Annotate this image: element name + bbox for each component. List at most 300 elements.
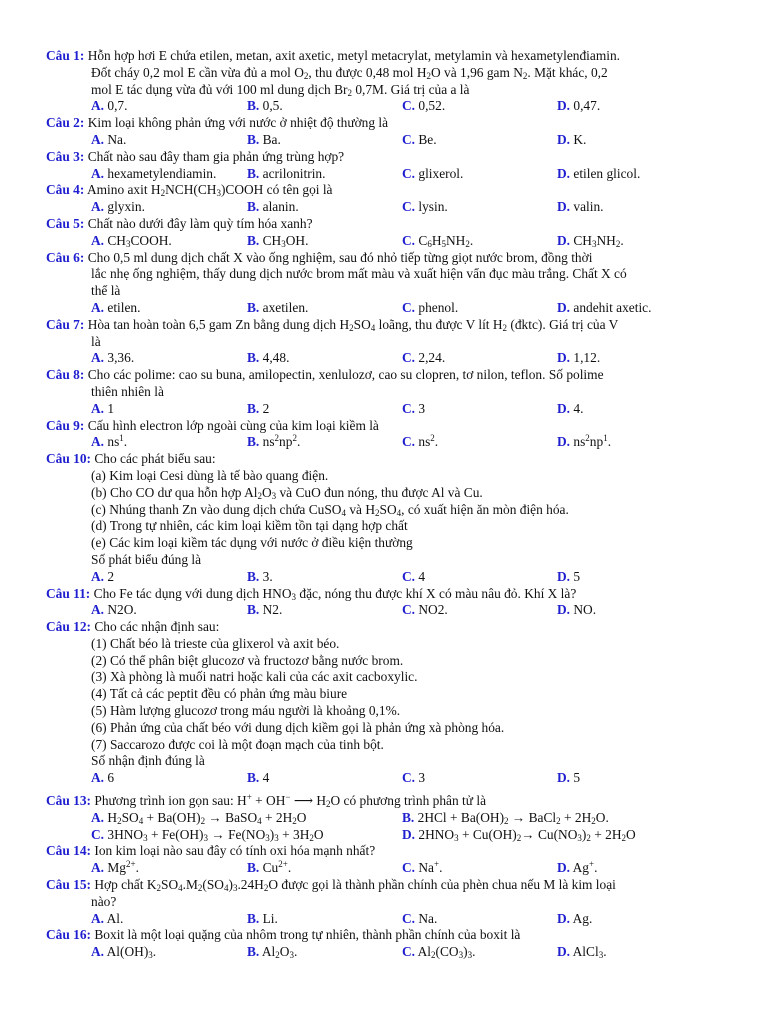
question-stem-line <box>0 619 768 636</box>
statement-item: (6) Phản ứng của chất béo với dung dịch kiềm gọi là phản ứng xà phòng hóa. <box>91 719 505 735</box>
answer-option-c[interactable] <box>402 860 442 877</box>
question-stem-line <box>0 283 768 300</box>
answer-option-key: C. <box>402 98 416 114</box>
answer-option-key: A. <box>91 350 105 366</box>
answer-option-b[interactable] <box>247 98 283 115</box>
answer-options-row <box>0 132 768 149</box>
question-label: Câu 6: <box>46 249 85 265</box>
answer-option-text: Ag+. <box>570 859 598 876</box>
answer-option-c[interactable] <box>402 350 445 367</box>
answer-option-d[interactable] <box>557 401 583 418</box>
answer-option-text: 3 <box>415 400 426 416</box>
answer-option-key: C. <box>402 350 416 366</box>
question-11 <box>0 586 768 620</box>
answer-option-a[interactable] <box>91 860 139 877</box>
answer-option-c[interactable] <box>402 98 445 115</box>
question-label: Câu 15: <box>46 877 92 893</box>
answer-option-text: $CH_3NH_2$. <box>570 232 624 249</box>
answer-option-key: A. <box>91 131 105 147</box>
answer-options-row <box>0 810 768 827</box>
answer-option-c[interactable] <box>402 233 473 250</box>
question-stem-line <box>0 894 768 911</box>
answer-option-key: D. <box>557 434 571 450</box>
question-stem-text: Hỗn hợp hơi E chứa etilen, metan, axit axetic, metyl metacrylat, metylamin và hexametylenđiamin. <box>87 48 621 63</box>
question-stem-text: Chất nào sau đây tham gia phản ứng trùng hợp? <box>87 148 345 164</box>
answer-option-d[interactable] <box>557 300 651 317</box>
question-stem-text: Boxit là một loại quặng của nhôm trong tự nhiên, thành phần chính của boxit là <box>94 927 521 943</box>
answer-option-text: N2. <box>259 602 283 618</box>
statement-item: Số phát biểu đúng là <box>91 551 202 567</box>
question-stem-line <box>0 334 768 351</box>
answer-option-text: NO. <box>570 602 597 618</box>
question-15 <box>0 877 768 927</box>
question-4 <box>0 182 768 216</box>
question-stem-text: là <box>91 333 101 349</box>
question-stem-text: nào? <box>91 893 117 909</box>
answer-option-key: D. <box>557 299 571 315</box>
question-stem-line <box>0 216 768 233</box>
answer-option-key: C. <box>402 434 416 450</box>
answer-options-row <box>0 166 768 183</box>
answer-option-text: Li. <box>259 910 278 926</box>
answer-option-key: A. <box>91 400 105 416</box>
answer-option-b[interactable] <box>247 300 308 317</box>
answer-option-key: A. <box>91 568 105 584</box>
answer-option-key: C. <box>402 131 416 147</box>
answer-option-key: A. <box>91 98 105 114</box>
answer-option-key: B. <box>402 809 415 825</box>
answer-option-key: B. <box>247 434 260 450</box>
answer-option-d[interactable] <box>557 569 580 586</box>
answer-option-d[interactable] <box>557 602 596 619</box>
answer-options-row <box>0 827 768 844</box>
answer-option-b[interactable] <box>247 434 300 451</box>
question-stem-line <box>0 250 768 267</box>
answer-option-b[interactable] <box>247 860 291 877</box>
answer-option-text: $CH_3COOH$. <box>104 232 172 249</box>
answer-option-key: C. <box>402 860 416 876</box>
answer-option-text: Na. <box>104 131 127 147</box>
question-stem-line <box>0 367 768 384</box>
question-stem-text: mol E tác dụng vừa đủ với 100 ml dung dịch $Br_2$ 0,7M. Giá trị của a là <box>91 81 470 98</box>
answer-option-key: B. <box>247 944 260 960</box>
question-stem-line <box>0 927 768 944</box>
answer-option-b[interactable] <box>247 350 289 367</box>
question-stem-line <box>0 418 768 435</box>
question-stem-text: Amino axit $H_2NCH(CH_3)COOH$ có tên gọi là <box>86 182 333 199</box>
answer-option-c[interactable] <box>402 300 458 317</box>
answer-option-a[interactable] <box>91 770 114 787</box>
answer-option-text: 4 <box>415 568 426 584</box>
answer-option-text: 3,36. <box>104 350 135 366</box>
answer-option-text: Ag. <box>570 910 593 926</box>
question-label: Câu 5: <box>46 215 85 231</box>
answer-options-row <box>0 199 768 216</box>
answer-options-row <box>0 911 768 928</box>
answer-option-key: C. <box>91 826 105 842</box>
answer-option-c[interactable] <box>402 944 475 961</box>
answer-option-c[interactable] <box>402 602 448 619</box>
answer-options-row <box>0 770 768 787</box>
answer-option-d[interactable] <box>557 166 640 183</box>
question-6 <box>0 250 768 317</box>
question-label: Câu 10: <box>46 451 92 467</box>
answer-option-text: 4 <box>259 770 270 786</box>
answer-option-key: B. <box>247 299 260 315</box>
answer-option-key: A. <box>91 770 105 786</box>
question-stem-text: Cho các nhận định sau: <box>94 619 220 635</box>
statement-item: (7) Saccarozo được coi là một đoạn mạch của tinh bột. <box>91 736 384 752</box>
statement-item: (d) Trong tự nhiên, các kim loại kiềm tồn tại dạng hợp chất <box>91 518 408 534</box>
question-stem-line <box>0 451 768 468</box>
answer-option-text: 0,5. <box>259 98 283 114</box>
answer-option-c[interactable] <box>402 132 437 149</box>
statement-item: (3) Xà phòng là muối natri hoặc kali của các axit cacboxylic. <box>91 669 418 685</box>
answer-options-row <box>0 401 768 418</box>
statement-item: (5) Hàm lượng glucozơ trong máu người là khoảng 0,1%. <box>91 703 401 719</box>
answer-option-c[interactable] <box>402 401 425 418</box>
answer-option-key: B. <box>247 131 260 147</box>
question-stem-line <box>0 182 768 199</box>
answer-option-text: 3. <box>259 568 273 584</box>
statement-item: (e) Các kim loại kiềm tác dụng với nước ở điều kiện thường <box>91 535 413 551</box>
answer-option-key: D. <box>402 826 416 842</box>
answer-option-text: acrilonitrin. <box>259 165 326 181</box>
answer-option-text: N2O. <box>104 602 137 618</box>
answer-options-row <box>0 602 768 619</box>
answer-option-d[interactable] <box>557 860 597 877</box>
answer-option-text: NO2. <box>415 602 448 618</box>
answer-option-text: 4,48. <box>259 350 290 366</box>
answer-option-key: B. <box>247 98 260 114</box>
answer-option-a[interactable] <box>91 233 172 250</box>
question-16 <box>0 927 768 961</box>
answer-option-text: AlCl$_3$. <box>570 944 607 961</box>
answer-option-d[interactable] <box>557 98 600 115</box>
question-label: Câu 16: <box>46 927 92 943</box>
question-9 <box>0 418 768 452</box>
answer-option-key: C. <box>402 770 416 786</box>
statement-item: (2) Có thể phân biệt glucozơ và fructozơ bằng nước brom. <box>91 652 404 668</box>
question-label: Câu 13: <box>46 793 92 809</box>
answer-option-text: valin. <box>570 199 604 215</box>
answer-option-text: $ns^2np^1$. <box>570 433 612 450</box>
question-14 <box>0 843 768 877</box>
answer-option-a[interactable] <box>91 350 134 367</box>
answer-option-key: C. <box>402 568 416 584</box>
answer-option-text: 2,24. <box>415 350 446 366</box>
answer-option-text: $ns^2$. <box>415 433 439 450</box>
question-13 <box>0 793 768 843</box>
question-stem-text: Cho 0,5 ml dung dịch chất X vào ống nghiệm, sau đó nhỏ tiếp từng giọt nước brom, đồng thời <box>87 249 593 265</box>
question-stem-line <box>0 384 768 401</box>
answer-option-text: K. <box>570 131 587 147</box>
answer-option-key: D. <box>557 910 571 926</box>
question-stem-text: Kim loại không phản ứng với nước ở nhiệt độ thường là <box>87 115 389 131</box>
question-stem-line <box>0 317 768 334</box>
answer-option-d[interactable] <box>557 350 600 367</box>
answer-options-row <box>0 434 768 451</box>
answer-option-text: glyxin. <box>104 199 145 215</box>
answer-option-text: $ns^2np^2$. <box>259 433 301 450</box>
answer-option-b[interactable] <box>247 602 282 619</box>
answer-option-c[interactable] <box>91 827 324 844</box>
answer-option-key: C. <box>402 199 416 215</box>
question-5 <box>0 216 768 250</box>
answer-option-a[interactable] <box>91 810 306 827</box>
answer-option-b[interactable] <box>402 810 609 827</box>
answer-option-d[interactable] <box>557 199 604 216</box>
question-3 <box>0 149 768 183</box>
statement-item: (a) Kim loại Cesi dùng là tế bào quang điện. <box>91 467 329 483</box>
question-label: Câu 2: <box>46 115 85 131</box>
answer-option-c[interactable] <box>402 199 448 216</box>
question-label: Câu 14: <box>46 843 92 859</box>
question-stem-line <box>0 149 768 166</box>
answer-option-text: hexametylendiamin. <box>104 165 217 181</box>
exam-page <box>0 48 768 961</box>
answer-option-c[interactable] <box>402 770 425 787</box>
answer-options-row <box>0 300 768 317</box>
question-label: Câu 8: <box>46 367 85 383</box>
answer-option-text: 6 <box>104 770 115 786</box>
answer-option-text: Be. <box>415 131 437 147</box>
answer-option-b[interactable] <box>247 770 269 787</box>
question-stem-text: Đốt cháy 0,2 mol E cần vừa đủ a mol $O_2$, thu được 0,48 mol $H_2O$ và 1,96 gam $N_2$. Mặt khác, 0,2 <box>91 64 608 81</box>
answer-option-text: $CH_3OH$. <box>259 232 309 249</box>
answer-options-row <box>0 98 768 115</box>
answer-option-key: A. <box>91 860 105 876</box>
statement-item: Số nhận định đúng là <box>91 753 205 769</box>
answer-option-text: 4. <box>570 400 584 416</box>
answer-options-row <box>0 944 768 961</box>
question-stem-line <box>0 843 768 860</box>
question-stem-text: Cho Fe tác dụng với dung dịch $HNO_3$ đặc, nóng thu được khí X có màu nâu đỏ. Khí X là? <box>93 585 577 602</box>
answer-option-text: 5 <box>570 770 581 786</box>
question-stem-text: Hợp chất $K_2SO_4.M_2(SO_4)_3.24H_2O$ được gọi là thành phần chính của phèn chua nếu M là kim loại <box>94 877 616 894</box>
answer-option-text: $Mg^{2+}$. <box>104 859 139 876</box>
answer-option-key: B. <box>247 910 260 926</box>
answer-option-text: andehit axetic. <box>570 299 652 315</box>
answer-option-key: C. <box>402 232 416 248</box>
answer-option-text: $3HNO_3 + Fe(OH)_3 \to Fe(NO_3)_3 + 3H_2O$ <box>104 826 324 843</box>
question-label: Câu 9: <box>46 417 85 433</box>
answer-option-text: 2 <box>259 400 270 416</box>
question-label: Câu 3: <box>46 148 85 164</box>
answer-option-text: etilen glicol. <box>570 165 641 181</box>
statement-item: (c) Nhúng thanh Zn vào dung dịch chứa CuSO$_4$ và $H_2SO_4$, có xuất hiện ăn mòn điện hóa. <box>91 501 569 518</box>
question-stem-text: thiên nhiên là <box>91 383 164 399</box>
answer-option-key: D. <box>557 944 571 960</box>
question-12 <box>0 619 768 787</box>
answer-option-d[interactable] <box>557 233 624 250</box>
answer-option-text: axetilen. <box>259 299 309 315</box>
answer-option-key: B. <box>247 165 260 181</box>
answer-option-key: B. <box>247 350 260 366</box>
answer-option-d[interactable] <box>402 827 636 844</box>
question-stem-line <box>0 65 768 82</box>
answer-option-text: 3 <box>415 770 426 786</box>
answer-option-key: B. <box>247 602 260 618</box>
question-label: Câu 11: <box>46 585 91 601</box>
answer-option-key: A. <box>91 602 105 618</box>
answer-option-b[interactable] <box>247 911 278 928</box>
answer-option-a[interactable] <box>91 300 140 317</box>
answer-option-key: D. <box>557 98 571 114</box>
answer-option-text: phenol. <box>415 299 459 315</box>
question-stem-line <box>0 877 768 894</box>
answer-option-b[interactable] <box>247 944 297 961</box>
statement-item: (b) Cho CO dư qua hỗn hợp $Al_2O_3$ và CuO đun nóng, thu được Al và Cu. <box>91 484 483 501</box>
answer-option-text: 0,7. <box>104 98 128 114</box>
answer-option-key: D. <box>557 165 571 181</box>
answer-option-text: $Al_2(CO_3)_3$. <box>415 944 476 961</box>
statement-item: (1) Chất béo là trieste của glixerol và axit béo. <box>91 635 340 651</box>
answer-option-c[interactable] <box>402 166 463 183</box>
answer-option-key: D. <box>557 232 571 248</box>
answer-option-text: $Al_2O_3$. <box>259 944 298 961</box>
answer-option-key: A. <box>91 434 105 450</box>
answer-option-text: $C_6H_5NH_2$. <box>415 232 474 249</box>
answer-option-key: A. <box>91 199 105 215</box>
question-2 <box>0 115 768 149</box>
answer-option-b[interactable] <box>247 401 269 418</box>
question-label: Câu 4: <box>46 182 85 198</box>
answer-option-b[interactable] <box>247 166 325 183</box>
answer-option-b[interactable] <box>247 199 299 216</box>
answer-option-a[interactable] <box>91 199 145 216</box>
question-stem-text: Cấu hình electron lớp ngoài cùng của kim loại kiềm là <box>87 417 379 433</box>
answer-option-key: B. <box>247 568 260 584</box>
answer-option-text: $Al(OH)_3$. <box>104 944 157 961</box>
answer-option-text: 1 <box>104 400 115 416</box>
answer-option-text: $Cu^{2+}$. <box>259 859 292 876</box>
answer-option-key: A. <box>91 232 105 248</box>
answer-options-row <box>0 233 768 250</box>
answer-option-key: D. <box>557 770 571 786</box>
answer-option-key: C. <box>402 165 416 181</box>
answer-option-a[interactable] <box>91 569 114 586</box>
answer-options-row <box>0 569 768 586</box>
answer-option-key: A. <box>91 809 105 825</box>
answer-option-text: etilen. <box>104 299 141 315</box>
question-stem-line <box>0 82 768 99</box>
question-stem-text: Ion kim loại nào sau đây có tính oxi hóa mạnh nhất? <box>94 843 376 859</box>
answer-option-key: D. <box>557 860 571 876</box>
question-8 <box>0 367 768 417</box>
question-stem-text: thể là <box>91 283 121 299</box>
answer-option-text: $ns^1$. <box>104 433 128 450</box>
answer-option-d[interactable] <box>557 944 607 961</box>
question-stem-text: lắc nhẹ ống nghiệm, thấy dung dịch nước brom mất màu và xuất hiện vẩn đục màu trắng. Chất X có <box>91 266 627 282</box>
question-stem-text: Chất nào dưới đây làm quỳ tím hóa xanh? <box>87 215 313 231</box>
answer-option-text: 0,52. <box>415 98 446 114</box>
answer-option-text: 5 <box>570 568 581 584</box>
statement-item: (4) Tất cả các peptit đều có phản ứng màu biure <box>91 686 348 702</box>
answer-option-key: D. <box>557 350 571 366</box>
question-stem-line <box>0 266 768 283</box>
answer-option-text: Ba. <box>259 131 281 147</box>
answer-option-key: B. <box>247 860 260 876</box>
answer-option-b[interactable] <box>247 569 273 586</box>
answer-option-key: A. <box>91 165 105 181</box>
answer-option-text: alanin. <box>259 199 299 215</box>
answer-option-a[interactable] <box>91 911 123 928</box>
answer-option-text: lysin. <box>415 199 448 215</box>
answer-option-d[interactable] <box>557 911 592 928</box>
answer-options-row <box>0 860 768 877</box>
answer-option-key: B. <box>247 400 260 416</box>
answer-option-key: D. <box>557 568 571 584</box>
answer-option-a[interactable] <box>91 401 114 418</box>
answer-option-a[interactable] <box>91 98 127 115</box>
answer-option-key: C. <box>402 299 416 315</box>
question-stem-text: Cho các phát biểu sau: <box>94 451 216 467</box>
question-7 <box>0 317 768 367</box>
answer-option-d[interactable] <box>557 770 580 787</box>
question-10 <box>0 451 768 585</box>
answer-option-key: D. <box>557 602 571 618</box>
answer-option-key: B. <box>247 232 260 248</box>
answer-option-text: Na+. <box>415 859 443 876</box>
answer-option-text: $2HNO_3 + Cu(OH)_2\to Cu(NO_3)_2 + 2H_2O$ <box>415 826 636 843</box>
answer-option-b[interactable] <box>247 132 281 149</box>
answer-option-text: glixerol. <box>415 165 464 181</box>
question-1 <box>0 48 768 115</box>
answer-option-key: C. <box>402 602 416 618</box>
question-label: Câu 1: <box>46 48 85 63</box>
answer-option-a[interactable] <box>91 434 127 451</box>
question-stem-line <box>0 586 768 603</box>
answer-option-c[interactable] <box>402 434 438 451</box>
answer-option-d[interactable] <box>557 434 611 451</box>
answer-option-key: C. <box>402 400 416 416</box>
answer-option-key: D. <box>557 400 571 416</box>
answer-option-key: D. <box>557 199 571 215</box>
answer-option-key: D. <box>557 131 571 147</box>
answer-option-key: B. <box>247 199 260 215</box>
answer-option-key: B. <box>247 770 260 786</box>
question-label: Câu 7: <box>46 316 85 332</box>
answer-option-a[interactable] <box>91 132 126 149</box>
answer-option-key: A. <box>91 299 105 315</box>
answer-option-c[interactable] <box>402 911 437 928</box>
answer-option-b[interactable] <box>247 233 308 250</box>
answer-option-d[interactable] <box>557 132 586 149</box>
answer-options-row <box>0 350 768 367</box>
answer-option-c[interactable] <box>402 569 425 586</box>
question-stem-text: Phương trình ion gọn sau: H+ + OH− ⟶ $H_2O$ có phương trình phân tử là <box>94 792 487 810</box>
answer-option-text: Na. <box>415 910 438 926</box>
question-label: Câu 12: <box>46 619 92 635</box>
answer-option-text: 1,12. <box>570 350 601 366</box>
answer-option-key: C. <box>402 910 416 926</box>
question-stem-line <box>0 793 768 810</box>
answer-option-text: $2HCl + Ba(OH)_2$ → BaCl$_2$ + $2H_2O$. <box>414 809 609 826</box>
answer-option-a[interactable] <box>91 166 216 183</box>
question-stem-line <box>0 48 768 65</box>
answer-option-a[interactable] <box>91 944 156 961</box>
answer-option-text: Al. <box>104 910 124 926</box>
question-stem-text: Hòa tan hoàn toàn 6,5 gam Zn bằng dung dịch $H_2SO_4$ loãng, thu được V lít $H_2$ (đktc). Giá trị của V <box>87 316 619 333</box>
answer-option-text: 2 <box>104 568 115 584</box>
answer-option-a[interactable] <box>91 602 137 619</box>
answer-option-key: A. <box>91 910 105 926</box>
question-stem-line <box>0 115 768 132</box>
answer-option-text: 0,47. <box>570 98 601 114</box>
question-stem-text: Cho các polime: cao su buna, amilopectin, xenlulozơ, cao su clopren, tơ nilon, teflon. Số polime <box>87 367 604 383</box>
answer-option-text: $H_2SO_4 + Ba(OH)_2$ → BaSO$_4$ + $2H_2O$ <box>104 809 307 826</box>
